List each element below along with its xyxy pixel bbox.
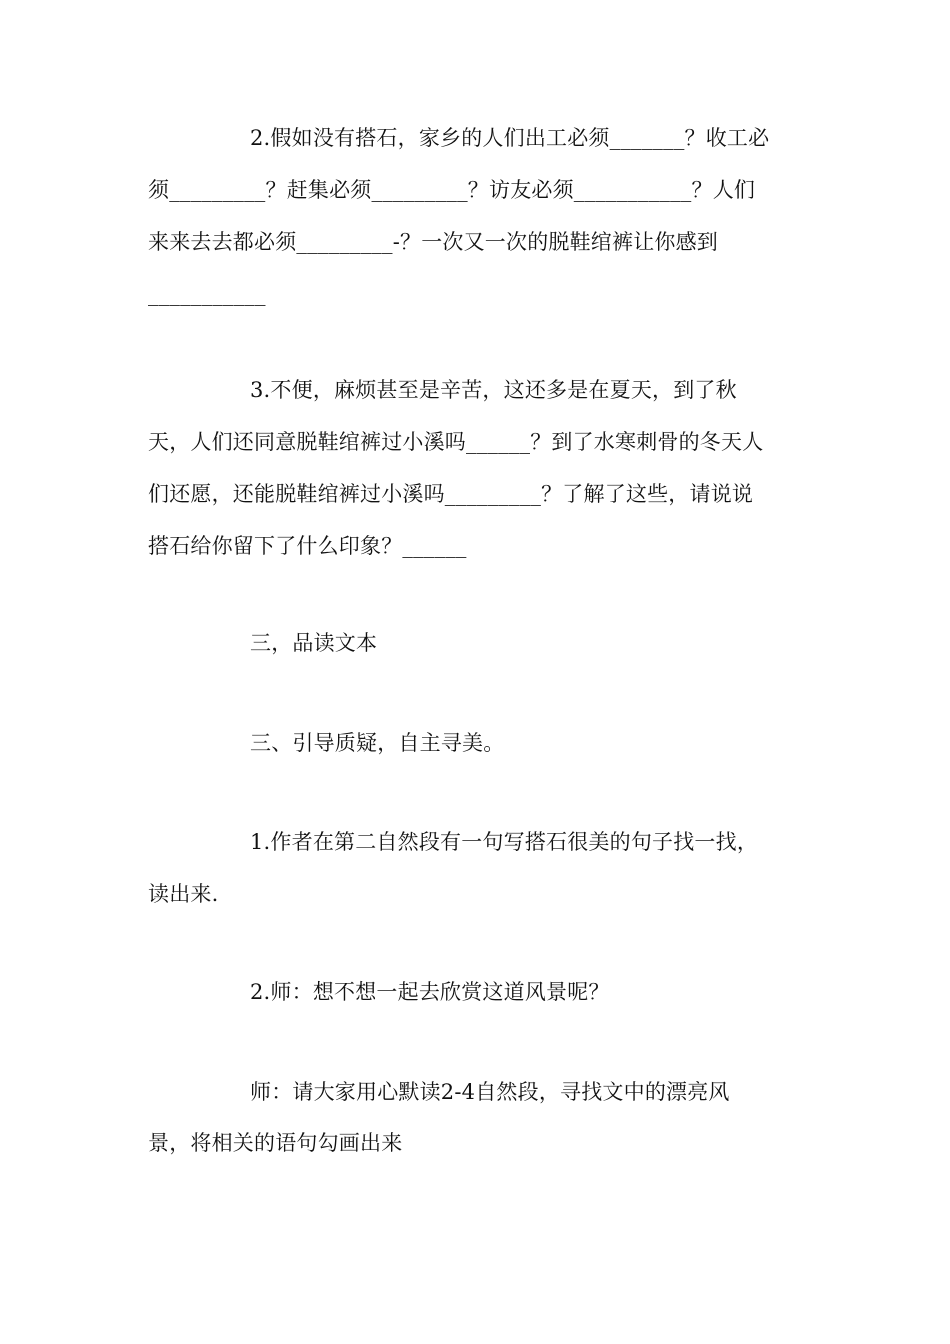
text-line: 来来去去都必须_________-？一次又一次的脱鞋绾裤让你感到 [148, 230, 718, 254]
text-line: 2.师：想不想一起去欣赏这道风景呢？ [250, 980, 610, 1004]
text-line: 1.作者在第二自然段有一句写搭石很美的句子找一找， [250, 830, 759, 854]
text-line: ___________ [148, 282, 266, 306]
section-heading: 三、引导质疑，自主寻美。 [250, 731, 505, 755]
text-line: 天，人们还同意脱鞋绾裤过小溪吗______？到了水寒刺骨的冬天人 [148, 430, 764, 454]
text-line: 3.不便，麻烦甚至是辛苦，这还多是在夏天，到了秋 [250, 378, 737, 402]
text-line: 们还愿，还能脱鞋绾裤过小溪吗_________？了解了这些，请说说 [148, 482, 754, 506]
text-line: 须_________？赶集必须_________？访友必须___________？人们 [148, 178, 756, 202]
text-line: 搭石给你留下了什么印象？______ [148, 534, 467, 558]
section-heading: 三，品读文本 [250, 631, 378, 655]
text-line: 景，将相关的语句勾画出来 [148, 1131, 403, 1155]
text-line: 2.假如没有搭石，家乡的人们出工必须_______？收工必 [250, 126, 770, 150]
text-line: 读出来. [148, 882, 219, 906]
text-line: 师：请大家用心默读2-4自然段，寻找文中的漂亮风 [250, 1080, 730, 1104]
